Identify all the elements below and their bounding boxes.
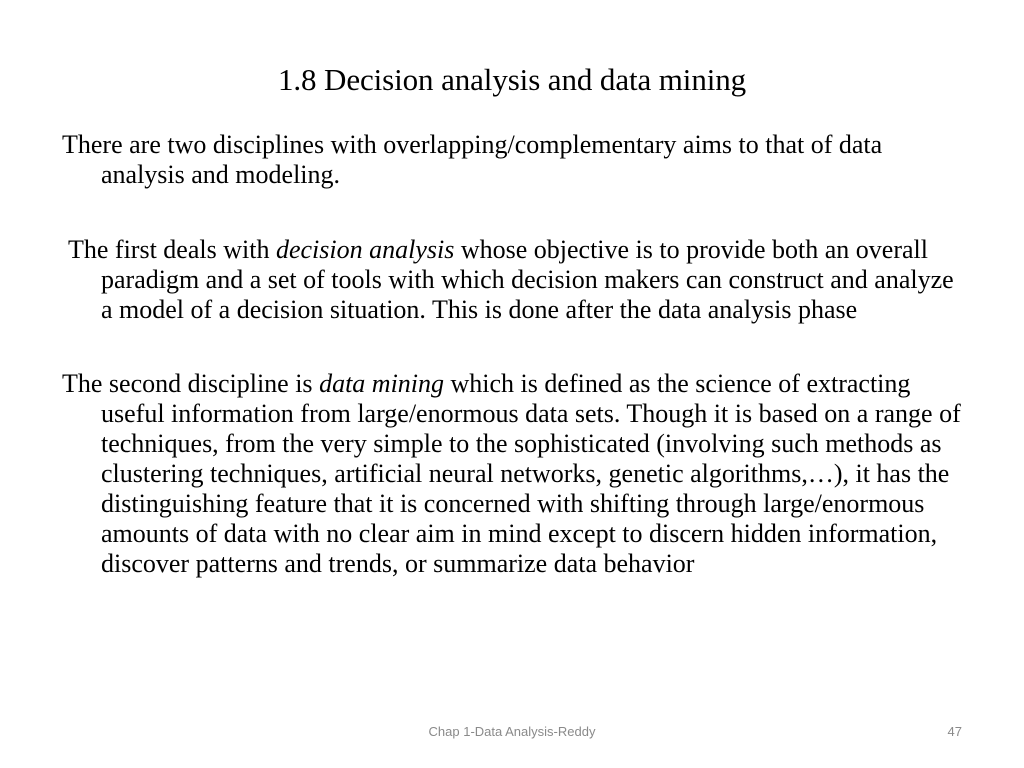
page-number: 47 xyxy=(947,724,962,739)
paragraph-data-mining xyxy=(62,369,967,579)
paragraph-decision-analysis xyxy=(62,235,967,325)
footer-caption: Chap 1-Data Analysis-Reddy xyxy=(428,724,596,739)
paragraph-text-rest: which is defined as the science of extracting useful information from large/enormous data sets. Though it is based on a range of techniques, from the very simple to the sophisticated (involving such methods as clustering techniques, artificial neural networks, genetic algorithms,…), it has the distinguishing feature that it is concerned with shifting through large/enormous amounts of data with no clear aim in mind except to discern hidden information, discover patterns and trends, or summarize data behavior xyxy=(101,369,961,578)
paragraph-text-lead: The first deals with xyxy=(68,235,276,264)
slide-body xyxy=(62,130,967,579)
paragraph-text-lead: The second discipline is xyxy=(62,369,320,398)
paragraph-text: There are two disciplines with overlapping/complementary aims to that of data analysis and modeling. xyxy=(62,130,883,189)
slide-title: 1.8 Decision analysis and data mining xyxy=(277,62,747,97)
term-decision-analysis: decision analysis xyxy=(275,235,455,264)
paragraph-disciplines-intro xyxy=(62,130,967,190)
paragraph-text-rest: whose objective is to provide both an overall paradigm and a set of tools with which decision makers can construct and analyze a model of a decision situation. This is done after the data analysis phase xyxy=(101,235,954,324)
term-data-mining: data mining xyxy=(319,369,445,398)
